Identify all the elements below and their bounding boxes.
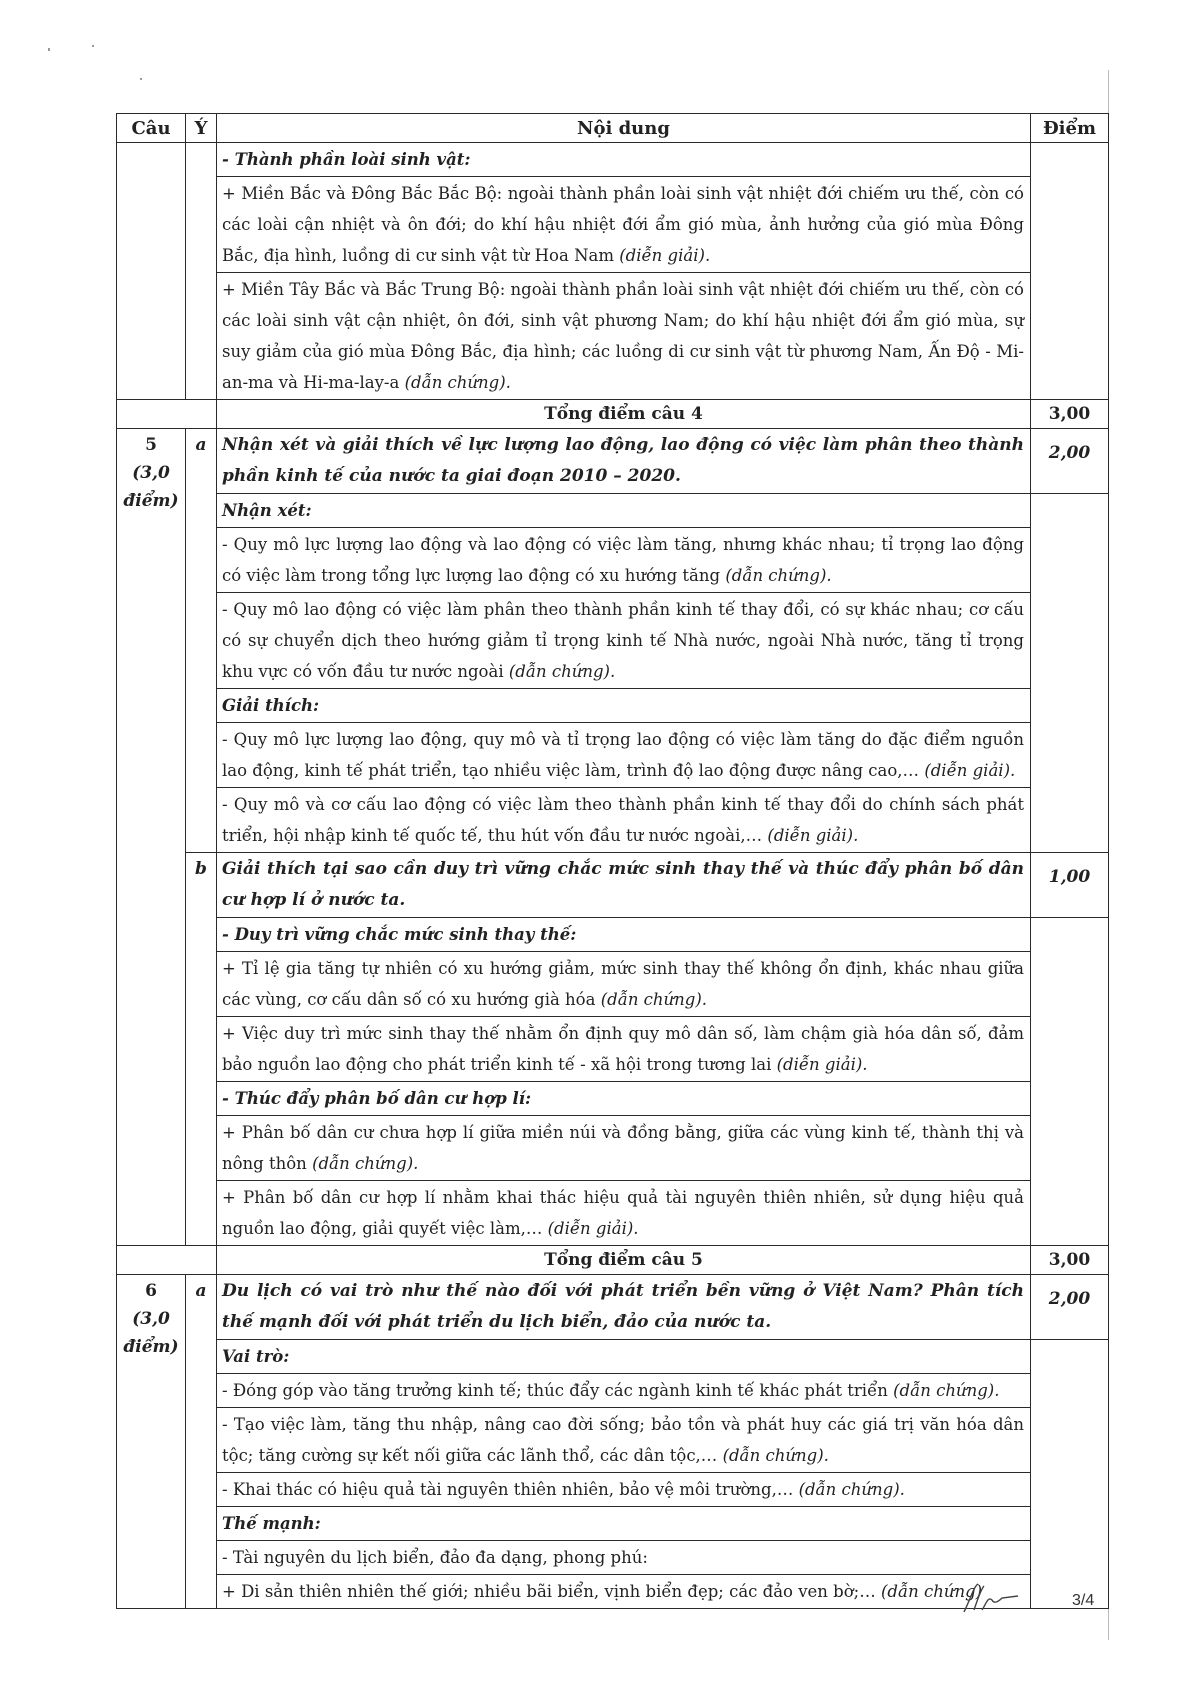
- q6a-heading-vai-tro: [217, 1340, 1031, 1374]
- q5-total-points: 3,00: [1031, 1246, 1109, 1275]
- q5-total-blank: [117, 1246, 217, 1275]
- q4-total-row: [117, 400, 1109, 429]
- q5a-question-row: [117, 429, 1109, 494]
- q6a-text-5-evidence: (dẫn chứng): [880, 1582, 983, 1601]
- q6-number: 6: [145, 1281, 157, 1301]
- q6a-heading-the-manh: [217, 1507, 1031, 1541]
- q5a-heading-nhan-xet-text: Nhận xét:: [222, 501, 312, 520]
- q5b-text-1-body: + Tỉ lệ gia tăng tự nhiên có xu hướng giảm, mức sinh thay thế không ổn định, khác nhau giữa các vùng, cơ cấu dân số có xu hướng già hóa: [222, 959, 1024, 1009]
- q6a-heading-the-manh-text: Thế mạnh:: [222, 1514, 321, 1533]
- answer-key-table: [116, 113, 1109, 1609]
- q5b-row-4: [117, 1082, 1109, 1116]
- header-y: Ý: [186, 114, 217, 143]
- q5a-row-5: [117, 723, 1109, 788]
- q5a-text-1: [217, 528, 1031, 593]
- q5a-text-3: [217, 723, 1031, 788]
- q5b-heading-2: [217, 1082, 1031, 1116]
- q4-text-1-body: + Miền Bắc và Đông Bắc Bắc Bộ: ngoài thành phần loài sinh vật nhiệt đới chiếm ưu thế, còn có các loài cận nhiệt và ôn đới; do khí hậu nhiệt đới ẩm gió mùa, ảnh hưởng của gió mùa Đông Bắc, địa hình, luồng di cư sinh vật từ Hoa Nam: [222, 184, 1024, 265]
- q6a-text-5: [217, 1575, 1031, 1609]
- q6a-row-1: [117, 1340, 1109, 1374]
- q4-subheading: [217, 143, 1031, 177]
- q5b-text-3: [217, 1116, 1031, 1181]
- q5a-text-4: [217, 788, 1031, 853]
- q5-total-row: [117, 1246, 1109, 1275]
- q5b-row-2: [117, 952, 1109, 1017]
- q4-y-cell: [186, 143, 217, 400]
- q4-total-blank: [117, 400, 217, 429]
- q5a-row-3: [117, 593, 1109, 689]
- header-noi-dung: Nội dung: [217, 114, 1031, 143]
- q5b-heading-1: [217, 918, 1031, 952]
- q5a-text-3-evidence: (diễn giải).: [924, 761, 1016, 780]
- q4-text-2: [217, 273, 1031, 400]
- q6a-diem-blank: [1031, 1340, 1109, 1609]
- q5b-row-5: [117, 1116, 1109, 1181]
- table-header-row: [117, 114, 1109, 143]
- q6a-label: a: [186, 1275, 217, 1609]
- q6a-row-6: [117, 1541, 1109, 1575]
- q4-text-1: [217, 177, 1031, 273]
- q5b-question-row: [117, 853, 1109, 918]
- q6a-text-3-body: - Khai thác có hiệu quả tài nguyên thiên nhiên, bảo vệ môi trường,…: [222, 1480, 794, 1499]
- q5b-heading-1-text: - Duy trì vững chắc mức sinh thay thế:: [222, 925, 577, 944]
- q5a-text-4-evidence: (diễn giải).: [767, 826, 859, 845]
- answer-key-sheet: [116, 113, 1108, 1609]
- q5b-question: Giải thích tại sao cần duy trì vững chắc mức sinh thay thế và thúc đẩy phân bố dân cư hợp lí ở nước ta.: [217, 853, 1031, 918]
- q5a-text-2: [217, 593, 1031, 689]
- q4-text-2-body: + Miền Tây Bắc và Bắc Trung Bộ: ngoài thành phần loài sinh vật nhiệt đới chiếm ưu thế, còn có các loài sinh vật cận nhiệt, ôn đới, sinh vật phương Nam; do khí hậu nhiệt đới ẩm gió mùa, sự suy giảm của gió mùa Đông Bắc, địa hình; các luồng di cư sinh vật từ phương Nam, Ấn Độ - Mi-an-ma và Hi-ma-lay-a: [222, 280, 1024, 392]
- q6a-row-4: [117, 1473, 1109, 1507]
- q4-total-label: Tổng điểm câu 4: [217, 400, 1031, 429]
- q4-text-2-evidence: (dẫn chứng).: [404, 373, 511, 392]
- q5b-text-4-body: + Phân bố dân cư hợp lí nhằm khai thác hiệu quả tài nguyên thiên nhiên, sử dụng hiệu quả nguồn lao động, giải quyết việc làm,…: [222, 1188, 1024, 1238]
- q5a-row-2: [117, 528, 1109, 593]
- q5b-row-1: [117, 918, 1109, 952]
- signature-mark: [960, 1580, 1020, 1616]
- q5a-diem-blank: [1031, 494, 1109, 853]
- q4-row-1: [117, 143, 1109, 177]
- q5b-points: 1,00: [1031, 853, 1109, 918]
- q5a-points: 2,00: [1031, 429, 1109, 494]
- q5b-text-3-body: + Phân bố dân cư chưa hợp lí giữa miền núi và đồng bằng, giữa các vùng kinh tế, thành thị và nông thôn: [222, 1123, 1024, 1173]
- q5a-text-1-evidence: (dẫn chứng).: [725, 566, 832, 585]
- q5a-question: Nhận xét và giải thích về lực lượng lao động, lao động có việc làm phân theo thành phần kinh tế của nước ta giai đoạn 2010 – 2020.: [217, 429, 1031, 494]
- q4-row-2: [117, 177, 1109, 273]
- q6a-heading-vai-tro-text: Vai trò:: [222, 1347, 290, 1366]
- q5b-text-1: [217, 952, 1031, 1017]
- header-cau: Câu: [117, 114, 186, 143]
- q6a-question-row: [117, 1275, 1109, 1340]
- q5-number: 5: [145, 435, 157, 455]
- q6a-points: 2,00: [1031, 1275, 1109, 1340]
- q5b-row-3: [117, 1017, 1109, 1082]
- q5a-row-6: [117, 788, 1109, 853]
- q5a-heading-giai-thich-text: Giải thích:: [222, 696, 320, 715]
- scan-speck: [92, 45, 94, 47]
- q5b-label: b: [186, 853, 217, 1246]
- q4-subheading-text: - Thành phần loài sinh vật:: [222, 150, 471, 169]
- q5-points-unit: điểm): [123, 491, 179, 511]
- page-number: 3/4: [1072, 1592, 1095, 1609]
- q6a-text-1: [217, 1374, 1031, 1408]
- q5a-text-2-evidence: (dẫn chứng).: [508, 662, 616, 681]
- q4-diem-cell: [1031, 143, 1109, 400]
- scan-speck: [140, 78, 142, 80]
- q6-points-unit: điểm): [123, 1337, 179, 1357]
- q6a-text-3: [217, 1473, 1031, 1507]
- q5a-heading-giai-thich: [217, 689, 1031, 723]
- q6a-row-5: [117, 1507, 1109, 1541]
- q5a-text-1-body: - Quy mô lực lượng lao động và lao động có việc làm tăng, nhưng khác nhau; tỉ trọng lao động có việc làm trong tổng lực lượng lao động có xu hướng tăng: [222, 535, 1024, 585]
- q5b-text-1-evidence: (dẫn chứng).: [600, 990, 708, 1009]
- q5a-label: a: [186, 429, 217, 853]
- q4-total-points: 3,00: [1031, 400, 1109, 429]
- q5-cau-cell: [117, 429, 186, 1246]
- q6-cau-cell: [117, 1275, 186, 1609]
- q5b-heading-2-text: - Thúc đẩy phân bố dân cư hợp lí:: [222, 1089, 532, 1108]
- q6-points-label: (3,0: [132, 1309, 170, 1329]
- q5a-text-3-body: - Quy mô lực lượng lao động, quy mô và tỉ trọng lao động có việc làm tăng do đặc điểm nguồn lao động, kinh tế phát triển, tạo nhiều việc làm, trình độ lao động được nâng cao,…: [222, 730, 1024, 780]
- q4-text-1-evidence: (diễn giải).: [619, 246, 711, 265]
- q5b-row-6: [117, 1181, 1109, 1246]
- q5b-text-4: [217, 1181, 1031, 1246]
- q6a-text-5-body: + Di sản thiên nhiên thế giới; nhiều bãi biển, vịnh biển đẹp; các đảo ven bờ;…: [222, 1582, 876, 1601]
- q6a-text-4-body: - Tài nguyên du lịch biển, đảo đa dạng, phong phú:: [222, 1548, 648, 1567]
- q6a-text-4: [217, 1541, 1031, 1575]
- scan-speck: [48, 48, 50, 51]
- q6a-row-2: [117, 1374, 1109, 1408]
- q6a-row-3: [117, 1408, 1109, 1473]
- q6a-text-1-evidence: (dẫn chứng).: [893, 1381, 1000, 1400]
- q6a-text-2-body: - Tạo việc làm, tăng thu nhập, nâng cao đời sống; bảo tồn và phát huy các giá trị văn hóa dân tộc; tăng cường sự kết nối giữa các lãnh thổ, các dân tộc,…: [222, 1415, 1024, 1465]
- q5-total-label: Tổng điểm câu 5: [217, 1246, 1031, 1275]
- q4-row-3: [117, 273, 1109, 400]
- q6a-text-3-evidence: (dẫn chứng).: [798, 1480, 905, 1499]
- q5a-text-2-body: - Quy mô lao động có việc làm phân theo thành phần kinh tế thay đổi, có sự khác nhau; cơ cấu có sự chuyển dịch theo hướng giảm tỉ trọng kinh tế Nhà nước, ngoài Nhà nước, tăng tỉ trọng khu vực có vốn đầu tư nước ngoài: [222, 600, 1024, 681]
- q6a-text-1-body: - Đóng góp vào tăng trưởng kinh tế; thúc đẩy các ngành kinh tế khác phát triển: [222, 1381, 888, 1400]
- q5b-text-2: [217, 1017, 1031, 1082]
- q5b-text-2-evidence: (diễn giải).: [776, 1055, 868, 1074]
- q4-cau-cell: [117, 143, 186, 400]
- q6a-text-2: [217, 1408, 1031, 1473]
- q5-points-label: (3,0: [132, 463, 170, 483]
- q5b-text-4-evidence: (diễn giải).: [547, 1219, 639, 1238]
- q5a-text-4-body: - Quy mô và cơ cấu lao động có việc làm theo thành phần kinh tế thay đổi do chính sách phát triển, hội nhập kinh tế quốc tế, thu hút vốn đầu tư nước ngoài,…: [222, 795, 1024, 845]
- q5a-row-4: [117, 689, 1109, 723]
- q6a-question: Du lịch có vai trò như thế nào đối với phát triển bền vững ở Việt Nam? Phân tích thế mạnh đối với phát triển du lịch biển, đảo của nước ta.: [217, 1275, 1031, 1340]
- q5b-text-2-body: + Việc duy trì mức sinh thay thế nhằm ổn định quy mô dân số, làm chậm già hóa dân số, đảm bảo nguồn lao động cho phát triển kinh tế - xã hội trong tương lai: [222, 1024, 1024, 1074]
- q5b-text-3-evidence: (dẫn chứng).: [312, 1154, 419, 1173]
- q6a-text-2-evidence: (dẫn chứng).: [722, 1446, 829, 1465]
- q5a-row-1: [117, 494, 1109, 528]
- q5b-diem-blank: [1031, 918, 1109, 1246]
- header-diem: Điểm: [1031, 114, 1109, 143]
- q5a-heading-nhan-xet: [217, 494, 1031, 528]
